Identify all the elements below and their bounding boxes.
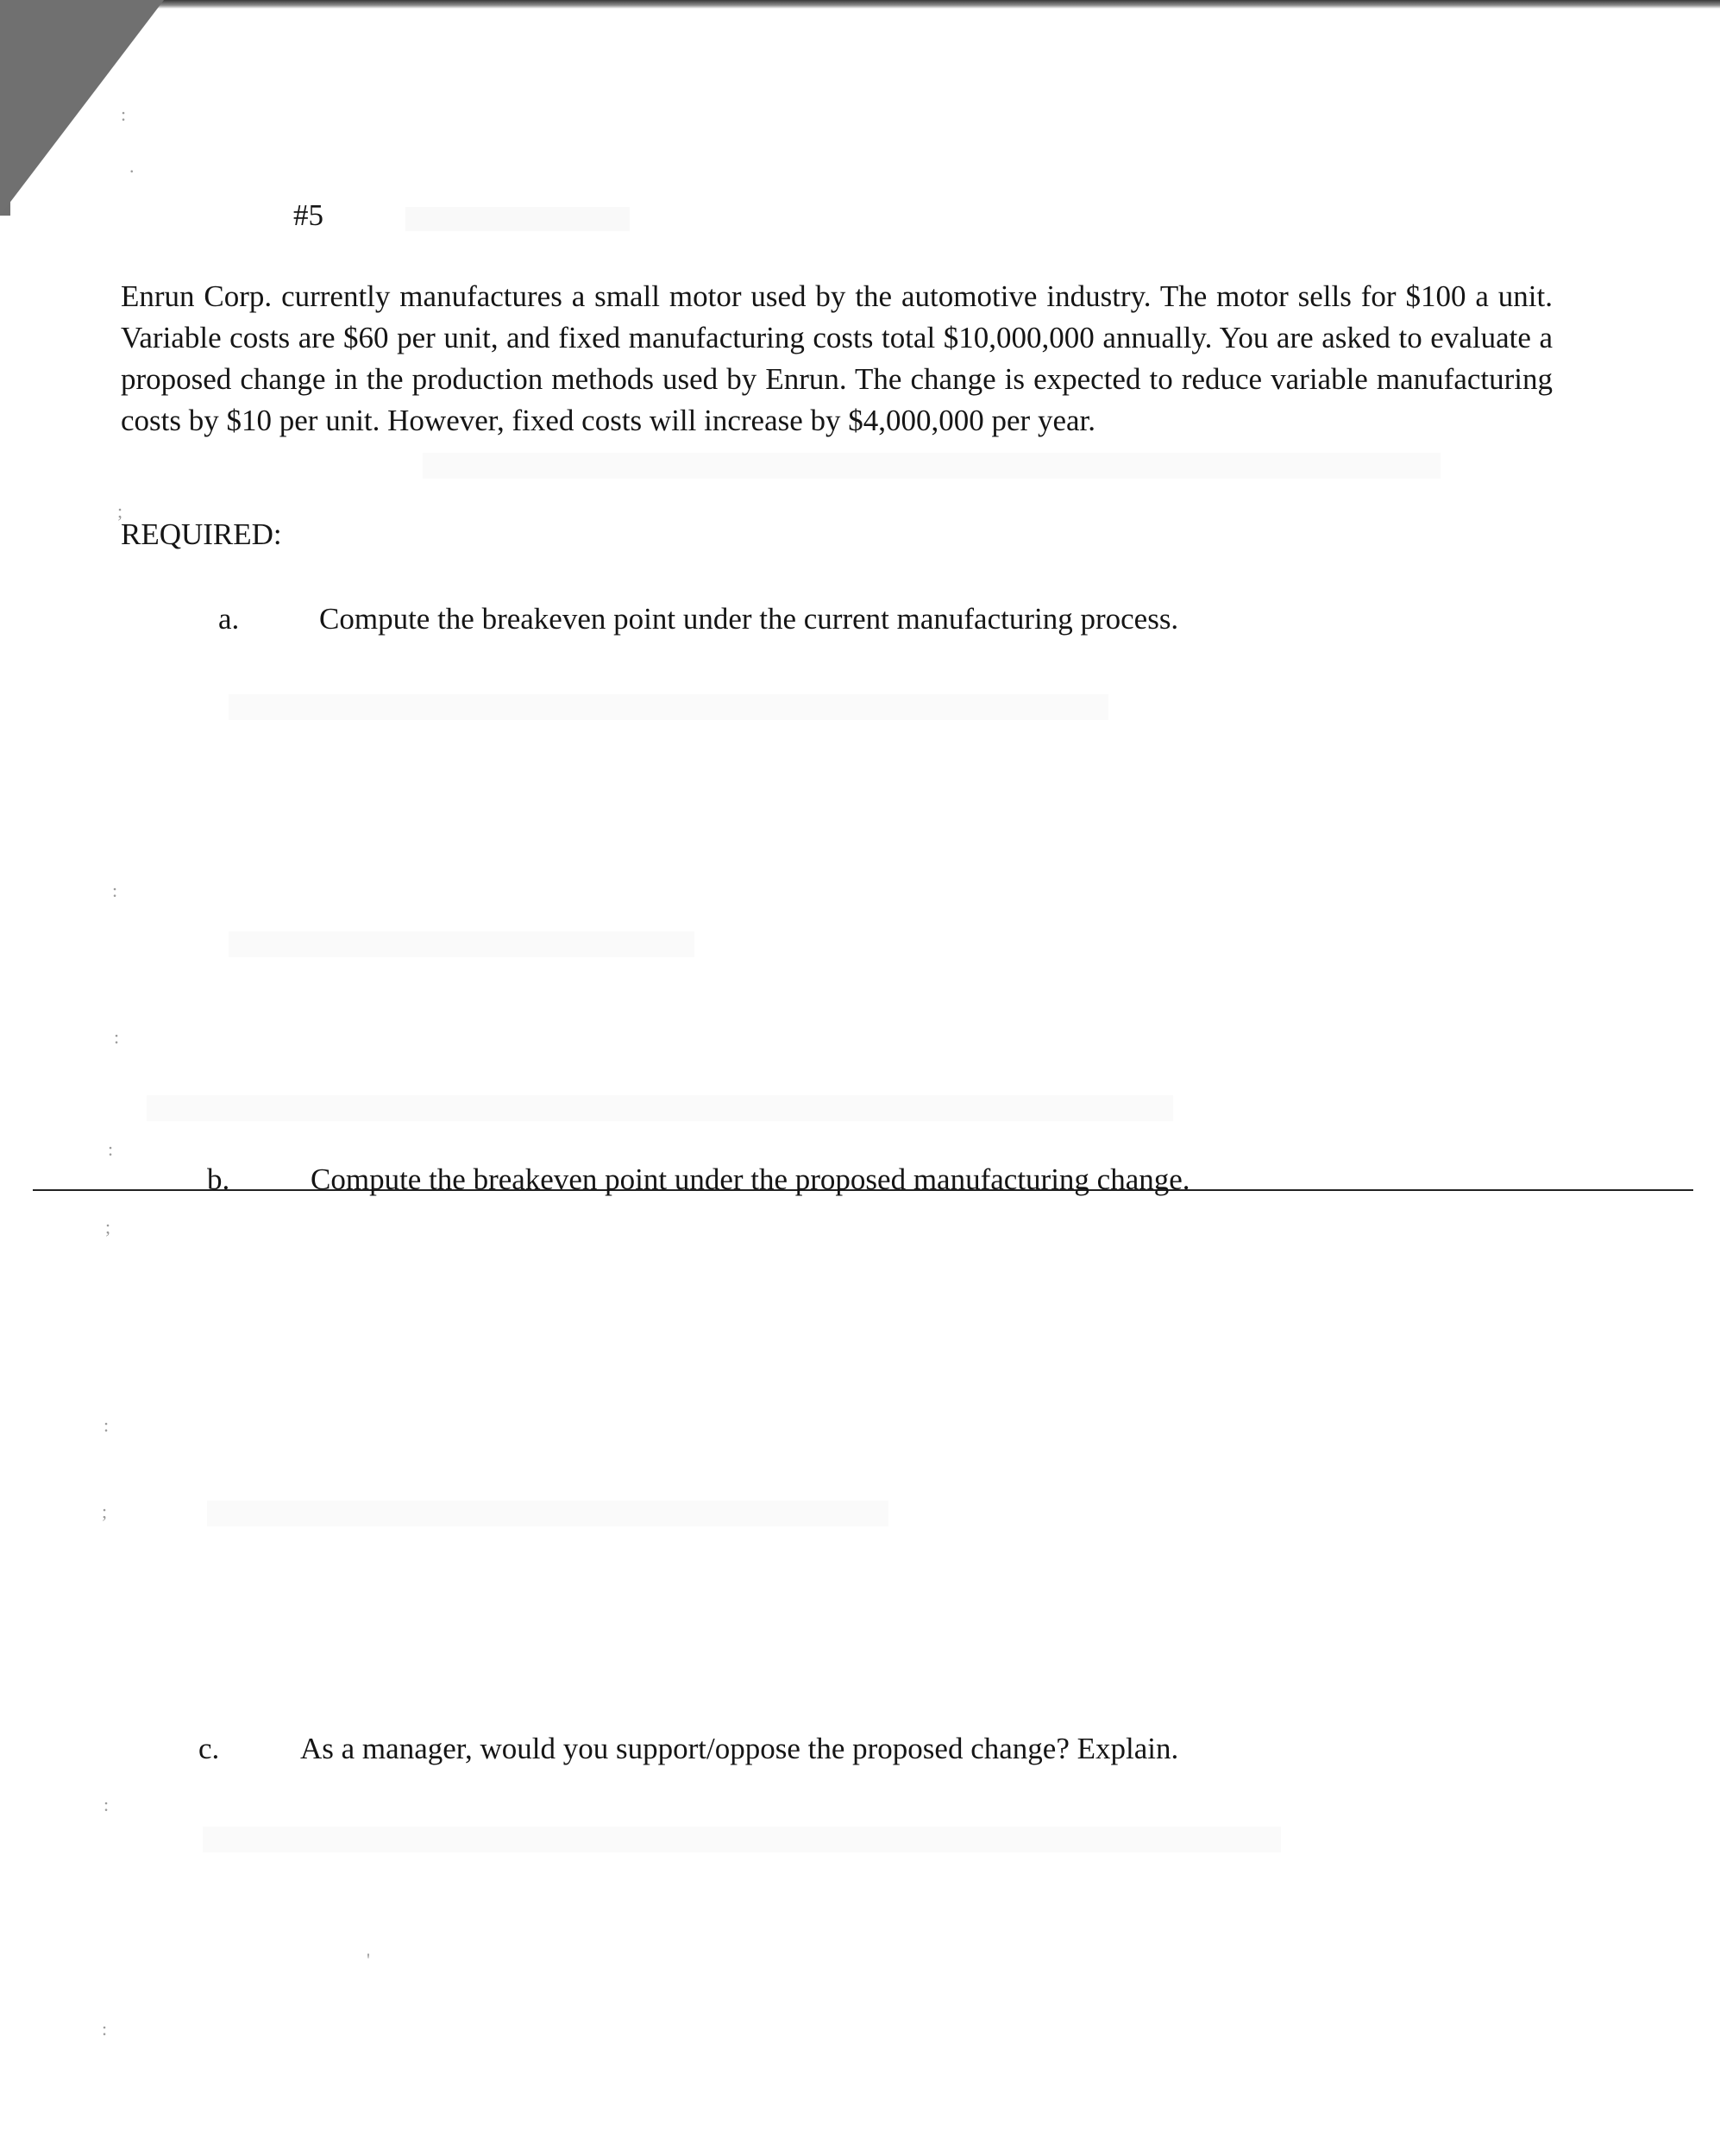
bleed-through-text — [147, 1095, 1173, 1121]
question-c-letter: c. — [198, 1732, 220, 1765]
problem-statement: Enrun Corp. currently manufactures a small motor used by the automotive industry. The motor sells for $100 a unit. Variable costs are $60 per unit, and fixed manufacturing costs total $10,000,000 annually. You are asked to evaluate a proposed change in the production methods used by Enrun. The change is expected to reduce variable manufacturing costs by $10 per unit. However, fixed costs will increase by $4,000,000 per year. — [121, 279, 1553, 437]
scan-speck: : — [121, 103, 127, 125]
scan-speck: ; — [117, 500, 123, 522]
scan-speck: : — [102, 2018, 108, 2040]
folded-corner — [0, 0, 164, 216]
bleed-through-text — [229, 694, 1108, 720]
bleed-through-text — [203, 1827, 1281, 1852]
scan-speck: ; — [105, 1216, 111, 1238]
question-c-text: As a manager, would you support/oppose the proposed change? Explain. — [300, 1732, 1179, 1765]
scan-speck: ; — [102, 1501, 108, 1522]
bleed-through-text — [423, 453, 1441, 479]
required-heading: REQUIRED: — [121, 517, 282, 551]
scan-speck: . — [129, 155, 135, 177]
question-b-text: Compute the breakeven point under the proposed manufacturing change. — [311, 1163, 1190, 1196]
scan-speck: : — [112, 880, 118, 901]
bleed-through-text — [229, 931, 694, 957]
scan-speck: : — [108, 1138, 114, 1160]
bleed-through-text — [405, 207, 630, 231]
scan-speck: : — [104, 1794, 110, 1815]
scan-edge-shadow — [0, 0, 1720, 9]
bleed-through-text — [207, 1501, 888, 1526]
question-a-letter: a. — [218, 602, 240, 636]
question-a-text: Compute the breakeven point under the current manufacturing process. — [319, 602, 1179, 636]
question-b-letter: b. — [207, 1163, 230, 1196]
scan-speck: : — [114, 1026, 120, 1048]
scan-speck: : — [104, 1414, 110, 1436]
problem-number: #5 — [293, 198, 323, 232]
scan-speck: ' — [367, 1949, 370, 1971]
